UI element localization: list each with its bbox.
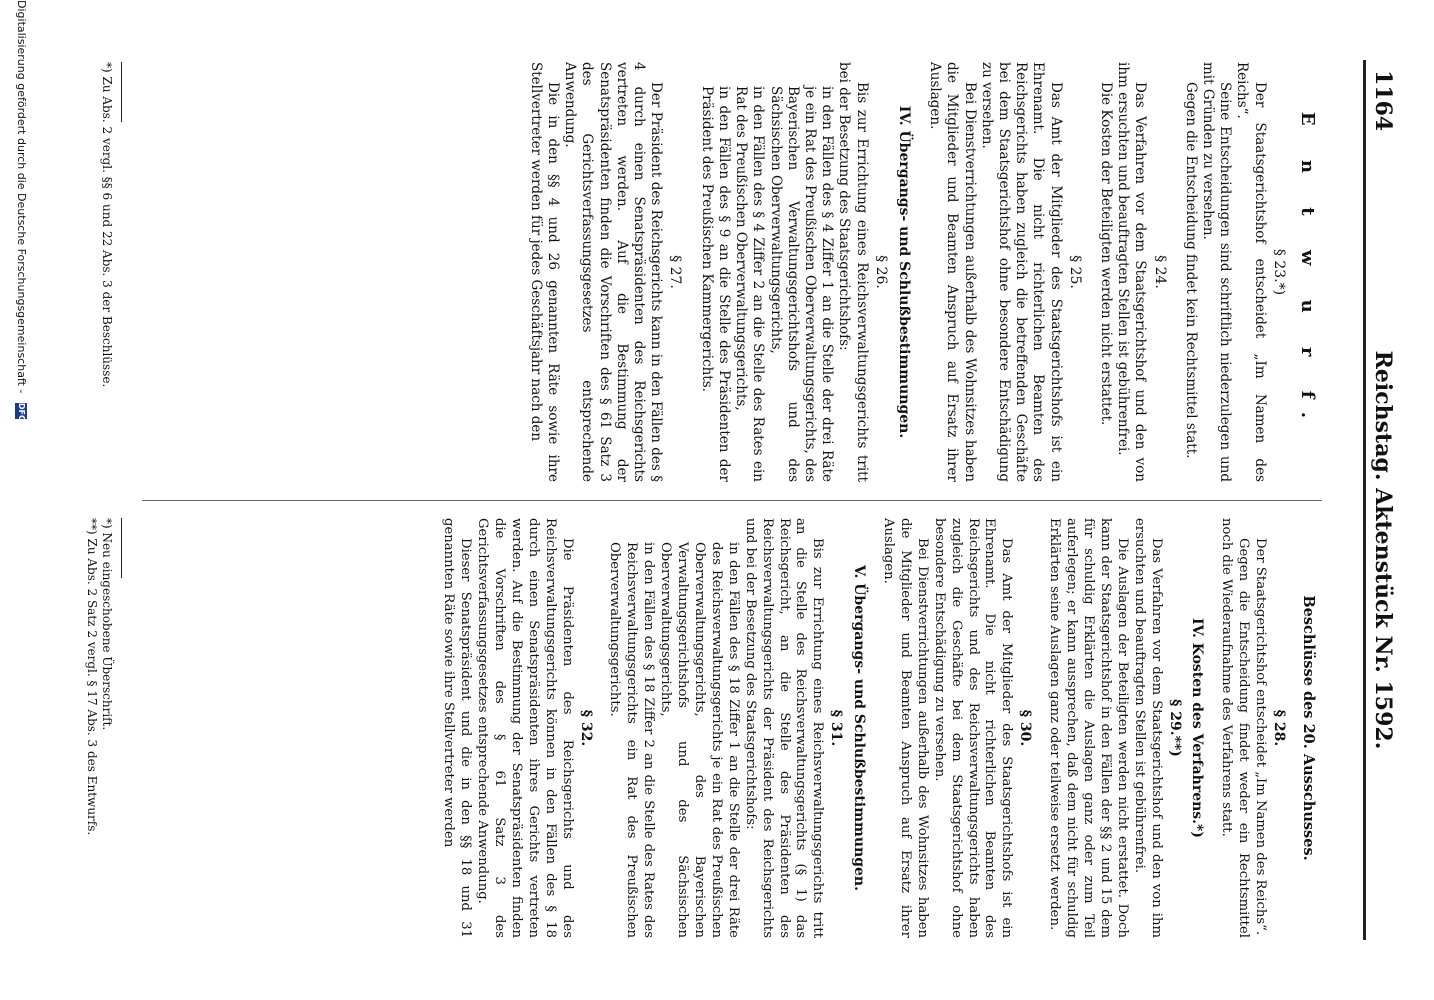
section-heading: § 28. <box>1271 709 1288 747</box>
paragraph: Seine Entscheidungen sind schriftlich niederzulegen und mit Gründen zu versehen. <box>1199 62 1234 482</box>
footnote: **) Zu Abs. 2 Satz 2 vergl. § 17 Abs. 3 des Entwurfs. <box>85 518 99 836</box>
list-item: in den Fällen des § 18 Ziffer 1 an die Stelle der drei Räte des Reichsverwaltungsgerichts je ein Rat des Preußischen Oberverwaltungsgerichts, des Bayerischen Verwaltungsgerichtshofs und des Sächsischen Oberverwaltungsgerichts, <box>658 542 741 938</box>
paragraph: Dieser Senatspräsident und die in den §§ 18 und 31 genannten Räte sowie ihre Stellvertreter werden <box>441 518 474 938</box>
section-heading: § 24. <box>1151 255 1168 289</box>
footnote: *) Neu eingeschobene Überschrift. <box>100 518 114 731</box>
paragraph: Gegen die Entscheidung findet weder ein Rechtsmittel noch die Wiederaufnahme des Verfahrens statt. <box>1219 518 1252 938</box>
list-item: in den Fällen des § 4 Ziffer 1 an die Stelle der drei Räte je ein Rat des Preußischen Oberverwaltungsgerichts, des Bayerischen Verwaltungsgerichtshofs und des Sächsischen Oberverwaltungsgerichts, <box>767 86 836 482</box>
paragraph: Das Verfahren vor dem Staatsgerichtshof und den von ihm ersuchten und beauftragten Stellen ist gebührenfrei. <box>1131 518 1164 938</box>
paragraph: Das Amt der Mitglieder des Staatsgerichtshofs ist ein Ehrenamt. Die nicht richterlichen Beamten des Reichsgerichts haben zugleich die betreffenden Geschäfte bei dem Staatsgerichtshof ohne besondere Entschädigung zu versehen. <box>978 62 1064 482</box>
part-heading: IV. Übergangs- und Schlußbestimmungen. <box>895 105 912 439</box>
section-heading: § 23.*) <box>1270 248 1287 296</box>
paragraph: Bei Dienstverrichtungen außerhalb des Wohnsitzes haben die Mitglieder und Beamten Anspruch auf Ersatz ihrer Auslagen. <box>927 62 978 482</box>
paragraph: Die in den §§ 4 und 26 genannten Räte sowie ihre Stellvertreter werden für jedes Geschäftsjahr nach den <box>527 62 562 482</box>
section-heading: § 30. <box>1017 709 1034 747</box>
section-heading: § 31. <box>828 709 845 747</box>
dfg-logo: DFG <box>17 402 26 422</box>
part-heading: IV. Kosten des Verfahrens.*) <box>1189 618 1206 838</box>
paragraph: Bei Dienstverrichtungen außerhalb des Wohnsitzes haben die Mitglieder und Beamten Anspruch auf Ersatz ihrer Auslagen. <box>881 518 930 938</box>
paragraph: Der Staatsgerichtshof entscheidet „Im Namen des Reichs“. <box>1234 62 1268 482</box>
column-title: E n t w u r f. <box>1297 111 1318 433</box>
column-title: Beschlüsse des 20. Ausschusses. <box>1300 595 1317 861</box>
paragraph: Bis zur Errichtung eines Reichsverwaltungsgerichts tritt an die Stelle des Reichsverwaltungsgerichts (§ 1) das Reichsgericht, an die Stelle des Präsidenten des Reichsverwaltungsgerichts der Präsident des Reichsgerichts und bei der Besetzung des Staatsgerichtshofs: <box>742 518 826 938</box>
page-header: Reichstag. Aktenstück Nr. 1592. <box>1370 350 1396 750</box>
paragraph: Der Staatsgerichtshof entscheidet „Im Namen des Reichs“. <box>1253 538 1269 936</box>
section-heading: § 29.**) <box>1166 699 1183 757</box>
digitization-text: Digitalisierung gefördert durch die Deutsche Forschungsgemeinschaft - <box>15 0 28 394</box>
paragraph: Das Amt der Mitglieder des Staatsgerichtshofs ist ein Ehrenamt. Die nicht richterlichen Beamten des Reichsgerichts und des Reichsverwaltungsgerichts haben zugleich die Geschäfte bei dem Staatsgerichtshof ohne besondere Entschädigung zu versehen. <box>931 518 1015 938</box>
paragraph: Das Verfahren vor dem Staatsgerichtshof und den von ihm ersuchten und beauftragten Stellen ist gebührenfrei. <box>1115 62 1149 482</box>
part-heading: V. Übergangs- und Schlußbestimmungen. <box>851 565 868 891</box>
page-number: 1164 <box>1370 70 1396 132</box>
section-heading: § 26. <box>872 255 889 289</box>
list-item: in den Fällen des § 18 Ziffer 2 an die Stelle des Rates des Reichsverwaltungsgerichts ein Rat des Preußischen Oberverwaltungsgerichts. <box>607 542 657 938</box>
section-heading: § 27. <box>667 255 684 289</box>
list-item: in den Fällen des § 9 an die Stelle des Präsidenten der Präsident des Preußischen Kammergerichts. <box>698 86 732 482</box>
paragraph: Die Kosten der Beteiligten werden nicht erstattet. <box>1097 82 1114 426</box>
paragraph: Der Präsident des Reichsgerichts kann in den Fällen des § 4 durch einen Senatspräsidenten des Reichsgerichts vertreten werden. Auf die Bestimmung der Senatspräsidenten finden die Vorschriften des § 61 Satz 3 des Gerichtsverfassungsgesetzes entsprechende Anwendung. <box>562 62 665 482</box>
paragraph: Gegen die Entscheidung findet kein Rechtsmittel statt. <box>1182 82 1199 459</box>
footnote: *) Zu Abs. 2 vergl. §§ 6 und 22 Abs. 3 der Beschlüsse. <box>100 62 114 388</box>
paragraph: Die Präsidenten des Reichsgerichts und des Reichsverwaltungsgerichts können in den Fällen des § 18 durch einen Senatspräsidenten ihres Gerichts vertreten werden. Auf die Bestimmung der Senatspräsidenten finden die Vorschriften des § 61 Satz 3 des Gerichtsverfassungsgesetzes entsprechende Anwendung. <box>475 518 575 938</box>
section-heading: § 32. <box>577 709 594 747</box>
paragraph: Bis zur Errichtung eines Reichsverwaltungsgerichts tritt bei der Besetzung des Staatsgerichtshofs: <box>836 62 870 482</box>
section-heading: § 25. <box>1066 255 1083 289</box>
list-item: in den Fällen des § 4 Ziffer 2 an die Stelle des Rates ein Rat des Preußischen Oberverwaltungsgerichts, <box>733 86 767 482</box>
paragraph: Die Auslagen der Beteiligten werden nicht erstattet. Doch kann der Staatsgerichtshof in den Fällen der §§ 2 und 15 dem für schuldig Erklärten die Auslagen ganz oder zum Teil auferlegen; er kann aussprechen, daß dem nicht für schuldig Erklärten seine Auslagen ganz oder teilweise ersetzt werden. <box>1047 518 1130 938</box>
